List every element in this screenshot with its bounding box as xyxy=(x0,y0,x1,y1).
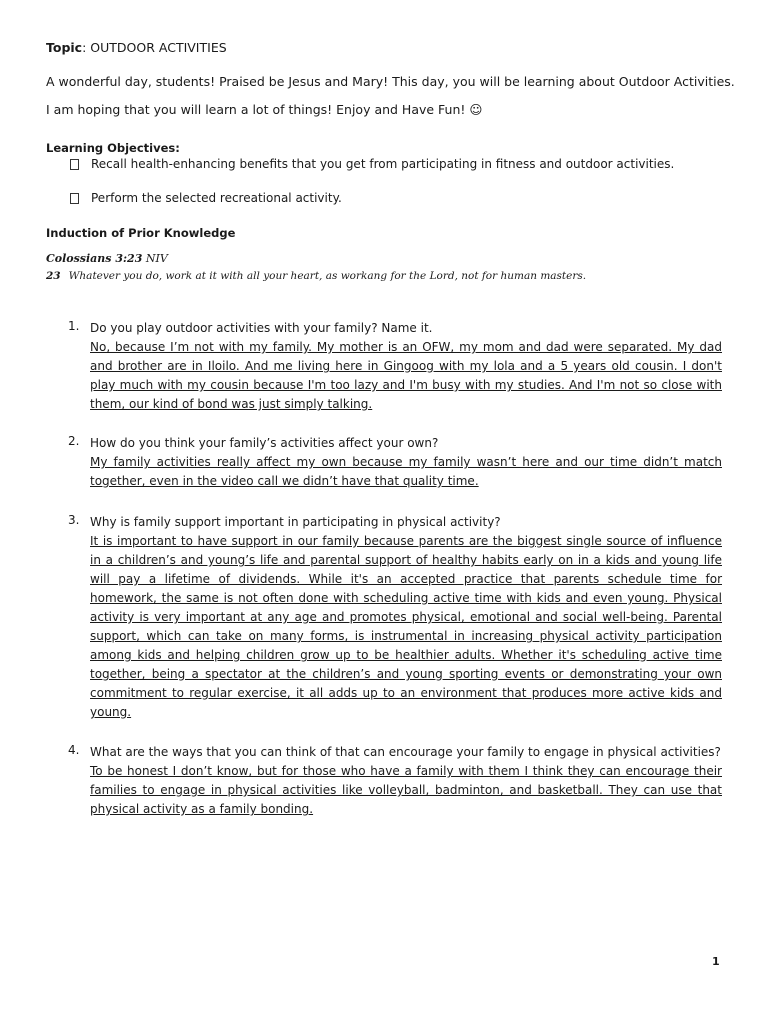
verse-line xyxy=(46,270,586,282)
verse-version: NIV xyxy=(145,252,168,265)
answer-text: It is important to have support in our family because parents are the biggest single source of influence in a children’s and young’s life and parental support of healthy habits early on in a kids and young life will pay a lifetime of dividends. While it's an accepted practice that parents schedule time for homework, the same is not often done with scheduling active time with kids and even young. Physical activity is very important at any age and promotes physical, emotional and social well-being. Parental support, which can take on many forms, is instrumental in increasing physical activity participation among kids and helping children grow up to be healthier adults. Whether it's scheduling active time together, being a spectator at the children’s and young sporting events or demonstrating your own commitment to regular exercise, it all adds up to an environment that produces more active kids and young. xyxy=(90,534,722,719)
verse-number: 23 xyxy=(46,270,61,282)
bullet-box-icon xyxy=(70,193,79,204)
intro-paragraph: A wonderful day, students! Praised be Jesus and Mary! This day, you will be learning about Outdoor Activities. I am hoping that you will learn a lot of things! Enjoy and Have Fun! ☺ xyxy=(46,74,735,117)
verse-text: Whatever you do, work at it with all your heart, as workang for the Lord, not for human masters. xyxy=(68,270,587,282)
induction-title: Induction of Prior Knowledge xyxy=(46,226,236,240)
objective-item xyxy=(70,157,674,171)
question-block xyxy=(68,743,722,819)
bullet-box-icon xyxy=(70,159,79,170)
question-text: How do you think your family’s activities affect your own? xyxy=(90,436,439,450)
objective-item xyxy=(70,191,342,205)
verse-reference xyxy=(46,252,168,265)
question-number: 3. xyxy=(68,513,80,527)
objective-text: Perform the selected recreational activity. xyxy=(91,191,342,205)
question-block xyxy=(68,513,722,722)
question-number: 2. xyxy=(68,434,80,448)
question-number: 4. xyxy=(68,743,80,757)
question-block xyxy=(68,434,722,491)
question-number: 1. xyxy=(68,319,80,333)
question-text: What are the ways that you can think of that can encourage your family to engage in physical activities? xyxy=(90,745,721,759)
question-text: Why is family support important in participating in physical activity? xyxy=(90,515,501,529)
page-number: 1 xyxy=(712,955,720,968)
topic-label: Topic xyxy=(46,40,83,55)
topic-line xyxy=(46,40,227,55)
answer-text: No, because I’m not with my family. My mother is an OFW, my mom and dad were separated. My dad and brother are in Iloilo. And me living here in Gingoog with my lola and a 5 years old cousin. I don't play much with my cousin because I'm too lazy and I'm busy with my studies. And I'm not so close with them, our kind of bond was just simply talking. xyxy=(90,340,722,411)
topic-value: : OUTDOOR ACTIVITIES xyxy=(82,40,227,55)
objectives-title: Learning Objectives: xyxy=(46,141,180,155)
question-block xyxy=(68,319,722,414)
objective-text: Recall health-enhancing benefits that you get from participating in fitness and outdoor activities. xyxy=(91,157,675,171)
answer-text: To be honest I don’t know, but for those who have a family with them I think they can encourage their families to engage in physical activities like volleyball, badminton, and basketball. They can use that physical activity as a family bonding. xyxy=(90,764,722,816)
question-text: Do you play outdoor activities with your family? Name it. xyxy=(90,321,433,335)
verse-ref-name: Colossians 3:23 xyxy=(46,252,143,265)
answer-text: My family activities really affect my own because my family wasn’t here and our time didn’t match together, even in the video call we didn’t have that quality time. xyxy=(90,455,722,488)
